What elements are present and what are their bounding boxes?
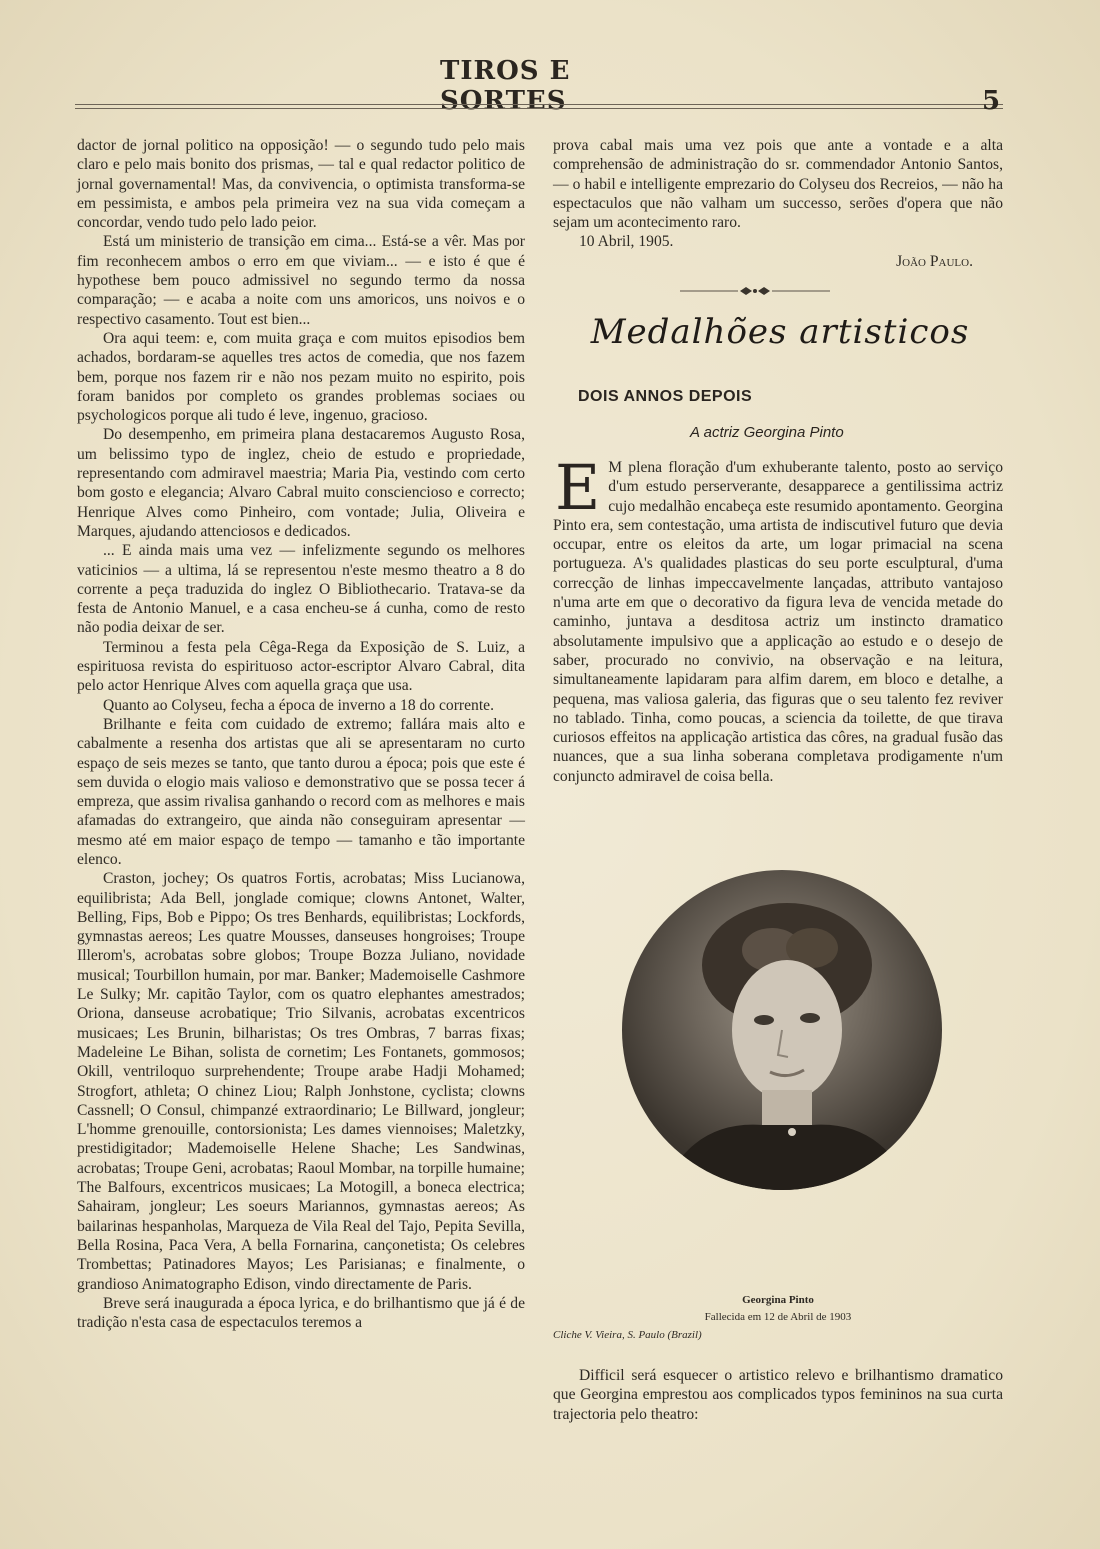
left-paragraph: Do desempenho, em primeira plana destacaremos Augusto Rosa, um belissimo typo de inglez, cheio de estudo e propriedade, representando com admiravel maestria; Maria Pia, vestindo com certo bom gosto e elegancia; Alvaro Cabral muito consciencioso e correcto; Henrique Alves como Pinheiro, com vontade; Julia, Oliveira e Marques, ajudando attenciosos e dedicados.: [77, 426, 525, 540]
left-paragraph: Quanto ao Colyseu, fecha a época de inverno a 18 do corrente.: [103, 696, 494, 714]
article-subheading: A actriz Georgina Pinto: [690, 424, 844, 441]
masthead-text: TIROS E SORTES: [440, 56, 571, 116]
left-column: [77, 136, 525, 1332]
ornament-divider: [680, 284, 830, 298]
left-paragraph: Terminou a festa pela Cêga-Rega da Exposição de S. Luiz, a espirituosa revista do espirituoso actor-escriptor Alvaro Cabral, dita pelo actor Henrique Alves com aquella graça que usa.: [77, 638, 525, 695]
closing-text: Difficil será esquecer o artistico relevo e brilhantismo dramatico que Georgina emprestou aos complicados typos femininos na sua curta trajectoria pelo theatro:: [553, 1367, 1003, 1423]
article-body: [553, 451, 1003, 786]
page-number: 5: [982, 86, 1001, 116]
section-title: Medalhões artisticos: [590, 312, 970, 352]
left-paragraph: Brilhante e feita com cuidado de extremo; fallára mais alto e cabalmente a resenha dos artistas que ali se apresentaram no curto espaço de seis mezes se tanto, que tanto durou a época; pois que este é sem duvida o elogio mais valioso e demonstrativo que se possa tecer á empreza, que assim rivalisa ganhando o record com as melhores e mais afamadas do extrangeiro, que ainda não conseguiram apresentar — mesmo até em maior espaço de tempo — tamanho e tão importante elenco.: [77, 715, 525, 868]
portrait-credit: Cliche V. Vieira, S. Paulo (Brazil): [553, 1329, 702, 1341]
article-paragraph: M plena floração d'um exhuberante talento, posto ao serviço d'um estudo perserverante, desapparece a gentilissima actriz cujo medalhão encabeça este resumido apontamento. Georgina Pinto era, sem contestação, uma artista de indiscutivel futuro que devia occupar, entre os eleitos da arte, um logar primacial na scena portugueza. A's qualidades plasticas do seu porte esculptural, d'uma correcção de linhas impeccavelmente lançadas, attributo vantajoso n'uma arte em que o decorativo da figura leva de vencida metade do caminho, juntava a desditosa actriz um instincto dramatico absolutamente impulsivo que a applicação ao estudo e o desejo de saber, procurado no convivio, na observação e na leitura, simultaneamente lapidaram para alfim darem, em bloco e detalhe, a pequena, mas valiosa galeria, das figuras que o seu talento fez reviver no tablado. Tinha, como poucas, a sciencia da toilette, de que tirava curiosos effeitos na applicação artistica das côres, na gradual fusão das nuances, que a sua linha soberana completava prodigamente n'um conjuncto admiravel de coisa bella.: [553, 459, 1003, 785]
left-paragraph: dactor de jornal politico na opposição! — o segundo tudo pelo mais claro e pelo mais bonito dos prismas, — tal e qual redactor politico de jornal governamental! Mas, da convivencia, o optimista transforma-se em pessimista, e ambos pela primeira vez na sua vida começam a concordar, vendo tudo pelo lado peior.: [77, 137, 525, 232]
left-paragraph: ... E ainda mais uma vez — infelizmente segundo os melhores vaticinios — a ultima, lá se representou n'este mesmo theatro a 8 do corrente a peça traduzida do inglez O Bibliothecario. Tratava-se da festa de Antonio Manuel, e a casa encheu-se á cunha, como de resto não podia deixar de ser.: [77, 542, 525, 637]
signature-date: 10 Abril, 1905.: [579, 233, 674, 251]
masthead-logo: [440, 56, 628, 116]
left-paragraph: Breve será inaugurada a época lyrica, e do brilhantismo que já é de tradição n'esta casa de espectaculos teremos a: [77, 1294, 525, 1332]
closing-paragraph: [553, 1366, 1003, 1424]
portrait-medallion: [622, 870, 942, 1190]
right-paragraph: prova cabal mais uma vez pois que ante a vontade e a alta comprehensão de administração do sr. commendador Antonio Santos, — o habil e intelligente emprezario do Colyseu dos Recreios, — não ha espectaculos que não valham um successo, serões d'opera que não sejam um acontecimento raro.: [553, 137, 1003, 232]
left-paragraph: Ora aqui teem: e, com muita graça e com muitos episodios bem achados, bordaram-se aquelles tres actos de comedia, que nos fazem bem, porque nos fazem rir e não nos pezam muito no espirito, pois foram banidos por completo os grandes problemas sociaes ou psychologicos porque ali tudo é leve, ingenuo, gracioso.: [77, 329, 525, 425]
left-paragraph: Está um ministerio de transição em cima... Está-se a vêr. Mas por fim reconhecem ambos o erro em que viviam... — e isto é que é hypothese bem pouco admissivel no segundo termo da nossa comparação; — e acaba a noite com uns amoricos, uns noivos e o respectivo casamento. Tout est bien...: [77, 233, 525, 328]
portrait-caption-name: Georgina Pinto: [742, 1294, 814, 1306]
right-column-top: [553, 136, 1003, 271]
portrait-caption-date: Fallecida em 12 de Abril de 1903: [704, 1311, 852, 1323]
portrait-illustration: [622, 870, 942, 1190]
drop-cap: E: [555, 451, 601, 524]
article-heading: DOIS ANNOS DEPOIS: [578, 388, 753, 405]
header-rule: [75, 104, 1003, 105]
left-paragraph: Craston, jochey; Os quatros Fortis, acrobatas; Miss Lucianowa, equilibrista; Ada Bell, jonglade comique; clowns Antonet, Walter, Belling, Fips, Bob e Pippo; Os tres Benhards, equilibristas; Lockfords, gymnastas aereos; Les quatre Mousses, danseuses hongroises; Troupe Illerom's, acrobatas sobre globos; Troupe Bozza Juliano, novidade musical; Tourbillon humain, por mar. Banker; Mademoiselle Cashmore Le Sulky; Mr. capitão Taylor, com os quatro elephantes amestrados; Oriona, danseuse acrobatique; Trio Silvanis, acrobatas excentricos musicaes; Les Brunin, bilharistas; Os tres Ombras, 7 barras fixas; Madeleine Le Bihan, solista de cornetim; Les Fontanets, gommosos; Okill, ventriloquo surprehendente; Troupe arabe Hadji Mohamed; Strogfort, athleta; O chinez Liou; Ralph Jonhstone, cyclista; clowns Cassnell; O Consul, chimpanzé extraordinario; Le Billward, jongleur; L'homme grenouille, contorsionista; Les dames viennoises; Maletzky, prestidigitador; Mademoiselle Helene Shache; Les Sandwinas, acrobatas; Troupe Geni, acrobatas; Raoul Mombar, na torpille humaine; The Balfours, excentricos musicaes; La Motogill, a boneca electrica; Sahairam, jongleur; Les soeurs Mariannos, gymnastas aereos; As bailarinas hespanholas, Marqueza de Vila Real del Tajo, Pepita Sevilla, Bella Rosina, Paca Vera, A bella Fornarina, cançonetista; Os celebres Trombettas; Patinadores Mayos; Les Parisianas; e finalmente, o grandioso Animatographo Edison, vindo directamente de Paris.: [77, 870, 526, 1293]
signature-author: João Paulo.: [896, 252, 973, 270]
header-rule-secondary: [75, 108, 1003, 109]
